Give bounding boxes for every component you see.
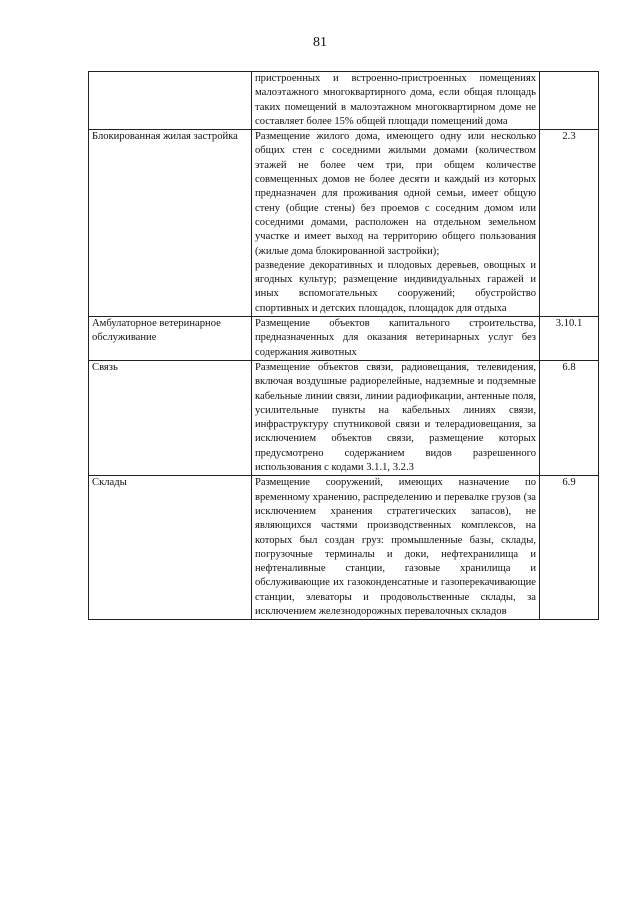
description-paragraph: Размещение сооружений, имеющих назначение по временному хранению, распределению и перевалке грузов (за исключением хранения стратегических запасов), не являющихся частями производственных комплексов, на которых был создан груз: промышленные базы, склады, погрузочные терминалы и доки, нефтехранилища и нефтеналивные станции, газовые хранилища и обслуживающие их газоконденсатные и газоперекачивающие станции, элеваторы и продовольственные склады, за исключением железнодорожных перевалочных складов bbox=[255, 477, 536, 617]
use-code: 6.8 bbox=[540, 360, 599, 475]
description-paragraph: Размещение объектов связи, радиовещания, телевидения, включая воздушные радиорелейные, надземные и подземные кабельные линии связи, линии радиофикации, антенные поля, усилительные пункты на кабельных линиях связи, инфраструктуру спутниковой связи и телерадиовещания, за исключением объектов связи, размещение которых предусмотрено содержанием видов разрешенного использования с кодами 3.1.1, 3.2.3 bbox=[255, 361, 536, 474]
table-row bbox=[89, 72, 599, 130]
use-code: 2.3 bbox=[540, 130, 599, 317]
use-code bbox=[540, 72, 599, 130]
use-description bbox=[252, 476, 540, 620]
table-row bbox=[89, 360, 599, 475]
use-name: Склады bbox=[89, 476, 252, 620]
use-code: 3.10.1 bbox=[540, 317, 599, 361]
use-description bbox=[252, 360, 540, 475]
use-description bbox=[252, 130, 540, 317]
description-paragraph: Размещение объектов капитального строительства, предназначенных для оказания ветеринарных услуг без содержания животных bbox=[255, 318, 536, 358]
use-name: Амбулаторное ветеринарное обслуживание bbox=[89, 317, 252, 361]
use-description bbox=[252, 317, 540, 361]
table-row bbox=[89, 317, 599, 361]
use-description bbox=[252, 72, 540, 130]
table-row bbox=[89, 130, 599, 317]
description-paragraph: Размещение жилого дома, имеющего одну или несколько общих стен с соседними жилыми домами (количеством этажей не более чем три, при общем количестве совмещенных домов не более десяти и каждый из которых предназначен для проживания одной семьи, имеет общую стену (общие стены) без проемов с соседним домом или соседними домами, расположен на отдельном земельном участке и имеет выход на территорию общего пользования (жилые дома блокированной застройки); bbox=[255, 131, 536, 257]
use-name bbox=[89, 72, 252, 130]
description-paragraph: разведение декоративных и плодовых деревьев, овощных и ягодных культур; размещение индивидуальных гаражей и иных вспомогательных сооружений; обустройство спортивных и детских площадок, площадок для отдыха bbox=[255, 259, 536, 314]
use-name: Блокированная жилая застройка bbox=[89, 130, 252, 317]
use-name: Связь bbox=[89, 360, 252, 475]
description-paragraph: пристроенных и встроенно-пристроенных помещениях малоэтажного многоквартирного дома, если общая площадь таких помещений в малоэтажном многоквартирном доме не составляет более 15% общей площади помещений дома bbox=[255, 73, 536, 127]
page-number: 81 bbox=[313, 35, 327, 50]
use-code: 6.9 bbox=[540, 476, 599, 620]
land-use-table bbox=[88, 71, 599, 620]
table-row bbox=[89, 476, 599, 620]
